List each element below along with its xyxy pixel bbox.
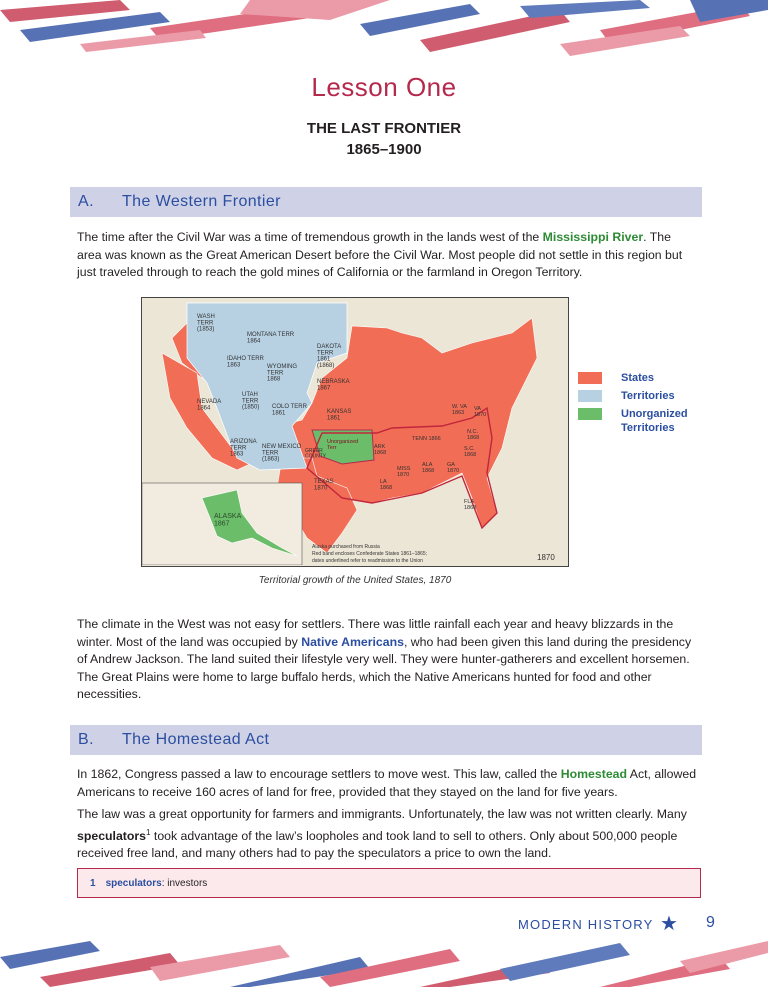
map-label-idaho: IDAHO TERR 1863 [227,356,264,369]
text-run: The law was a great opportunity for farmers and immigrants. Unfortunately, the law was not written clearly. Many [77,807,687,821]
map-label-wva: W. VA 1863 [452,404,467,416]
section-b-heading: The Homestead Act [122,731,270,748]
native-americans-keyword: Native Americans [301,634,404,649]
map-label-sc: S.C. 1868 [464,446,477,458]
map-label-miss: MISS 1870 [397,466,411,478]
section-b-letter: B. [78,731,94,748]
map-year: 1870 [537,553,555,562]
map-label-dakota: DAKOTA TERR 1861 (1868) [317,344,342,369]
map-label-wyoming: WYOMING TERR 1868 [267,364,297,383]
text-run: The time after the Civil War was a time of tremendous growth in the lands west of the [77,230,543,244]
section-b-paragraph-2 [77,806,697,863]
subtitle-line2: 1865–1900 [346,141,422,158]
map-label-utah: UTAH TERR (1850) [242,392,260,411]
map-label-greer: GREER COUNTY [305,448,327,460]
footnote-box [77,868,701,898]
section-a-paragraph-1 [77,229,697,282]
footnote-number: 1 [90,877,96,889]
footnote-definition: : investors [161,877,208,889]
text-run: The climate in the West was not easy for settlers. There was little rainfall each year and heavy blizzards in the winter. Most of the land was occupied by [77,617,674,649]
mississippi-river-keyword: Mississippi River [542,230,644,244]
map-legend [578,371,708,439]
footer-course-label: MODERN HISTORY [518,917,654,932]
footnote-term: speculators [105,877,162,889]
map-label-nebraska: NEBRASKA 1867 [317,379,350,392]
map-label-ala: ALA 1868 [422,462,435,474]
map-label-alaska: ALASKA 1867 [214,513,242,528]
section-b-header [70,725,702,755]
swatch-territories [578,390,602,402]
lesson-subtitle [0,118,768,160]
map-label-arizona: ARIZONA TERR 1863 [230,439,257,458]
map-label-nevada: NEVADA 1864 [197,399,222,412]
map-label-texas: TEXAS 1870 [314,479,334,492]
section-a-header [70,187,702,217]
legend-label-territories: Territories [621,390,675,402]
legend-item-states [578,371,708,385]
text-run: Act, allowed Americans to receive 160 acres of land for free, provided that they stayed on the land for five years. [77,767,697,799]
map-label-ark: ARK 1868 [374,444,387,456]
map-label-unorganized: Unorganized Terr [327,439,359,451]
map-label-montana: MONTANA TERR 1864 [247,332,295,345]
map-note-line2: Red band encloses Confederate States 1861–1865; [312,551,428,557]
page-number: 9 [706,914,715,931]
section-b-paragraph-1 [77,766,697,801]
map-label-colo: COLO TERR 1861 [272,404,307,417]
text-run: In 1862, Congress passed a law to encourage settlers to move west. This law, called the [77,767,561,781]
lesson-title: Lesson One [311,72,457,102]
legend-label-states: States [621,372,655,384]
subtitle-line1: THE LAST FRONTIER [306,120,462,137]
map-label-kansas: KANSAS 1861 [327,409,352,422]
footnote-ref[interactable]: 1 [146,827,151,837]
map-label-va: VA 1870 [474,406,487,418]
homestead-keyword: Homestead [560,767,628,781]
swatch-states [578,372,602,384]
section-a-paragraph-2 [77,616,697,704]
star-icon: ★ [660,913,678,935]
text-run: , who had been given this land during the presidency of Andrew Jackson. The land suited their lifestyle very well. They were hunter-gatherers and excellent horsemen. The Great Plains were home to large buffalo herds, which the Native Americans hunted for food and other necessities. [77,634,692,701]
legend-item-unorganized [578,407,708,435]
flag-banner-top [0,0,768,60]
map-label-tenn: TENN 1866 [412,436,441,442]
map-note-line3: dates underlined refer to readmission to the Union [312,558,423,564]
territorial-map [141,297,569,567]
text-run: took advantage of the law’s loopholes and took land to sell to others. Only about 500,000 people received free land, and many others had to pay the speculators a price to own the land. [77,828,678,861]
map-note-line1: Alaska purchased from Russia [312,544,380,550]
map-label-fla: FLA 1868 [464,499,477,511]
map-label-la: LA 1868 [380,479,393,491]
map-caption: Territorial growth of the United States, 1870 [258,575,452,586]
section-a-letter: A. [78,193,94,210]
map-label-nc: N.C. 1868 [467,429,480,441]
speculators-term: speculators [77,828,147,843]
section-a-heading: The Western Frontier [122,193,281,210]
flag-banner-bottom [0,927,768,987]
map-label-newmexico: NEW MEXICO TERR (1863) [262,444,302,463]
legend-label-unorganized: Unorganized Territories [621,408,688,434]
map-label-ga: GA 1870 [447,462,460,474]
legend-item-territories [578,389,708,403]
map-label-wash: WASH TERR (1853) [197,314,215,333]
text-run: . The area was known as the Great American Desert before the Civil War. Most people did not settle in this region but just traveled through to reach the gold mines of California or the farmland in Oregon Territory. [77,230,683,279]
swatch-unorganized [578,408,602,420]
